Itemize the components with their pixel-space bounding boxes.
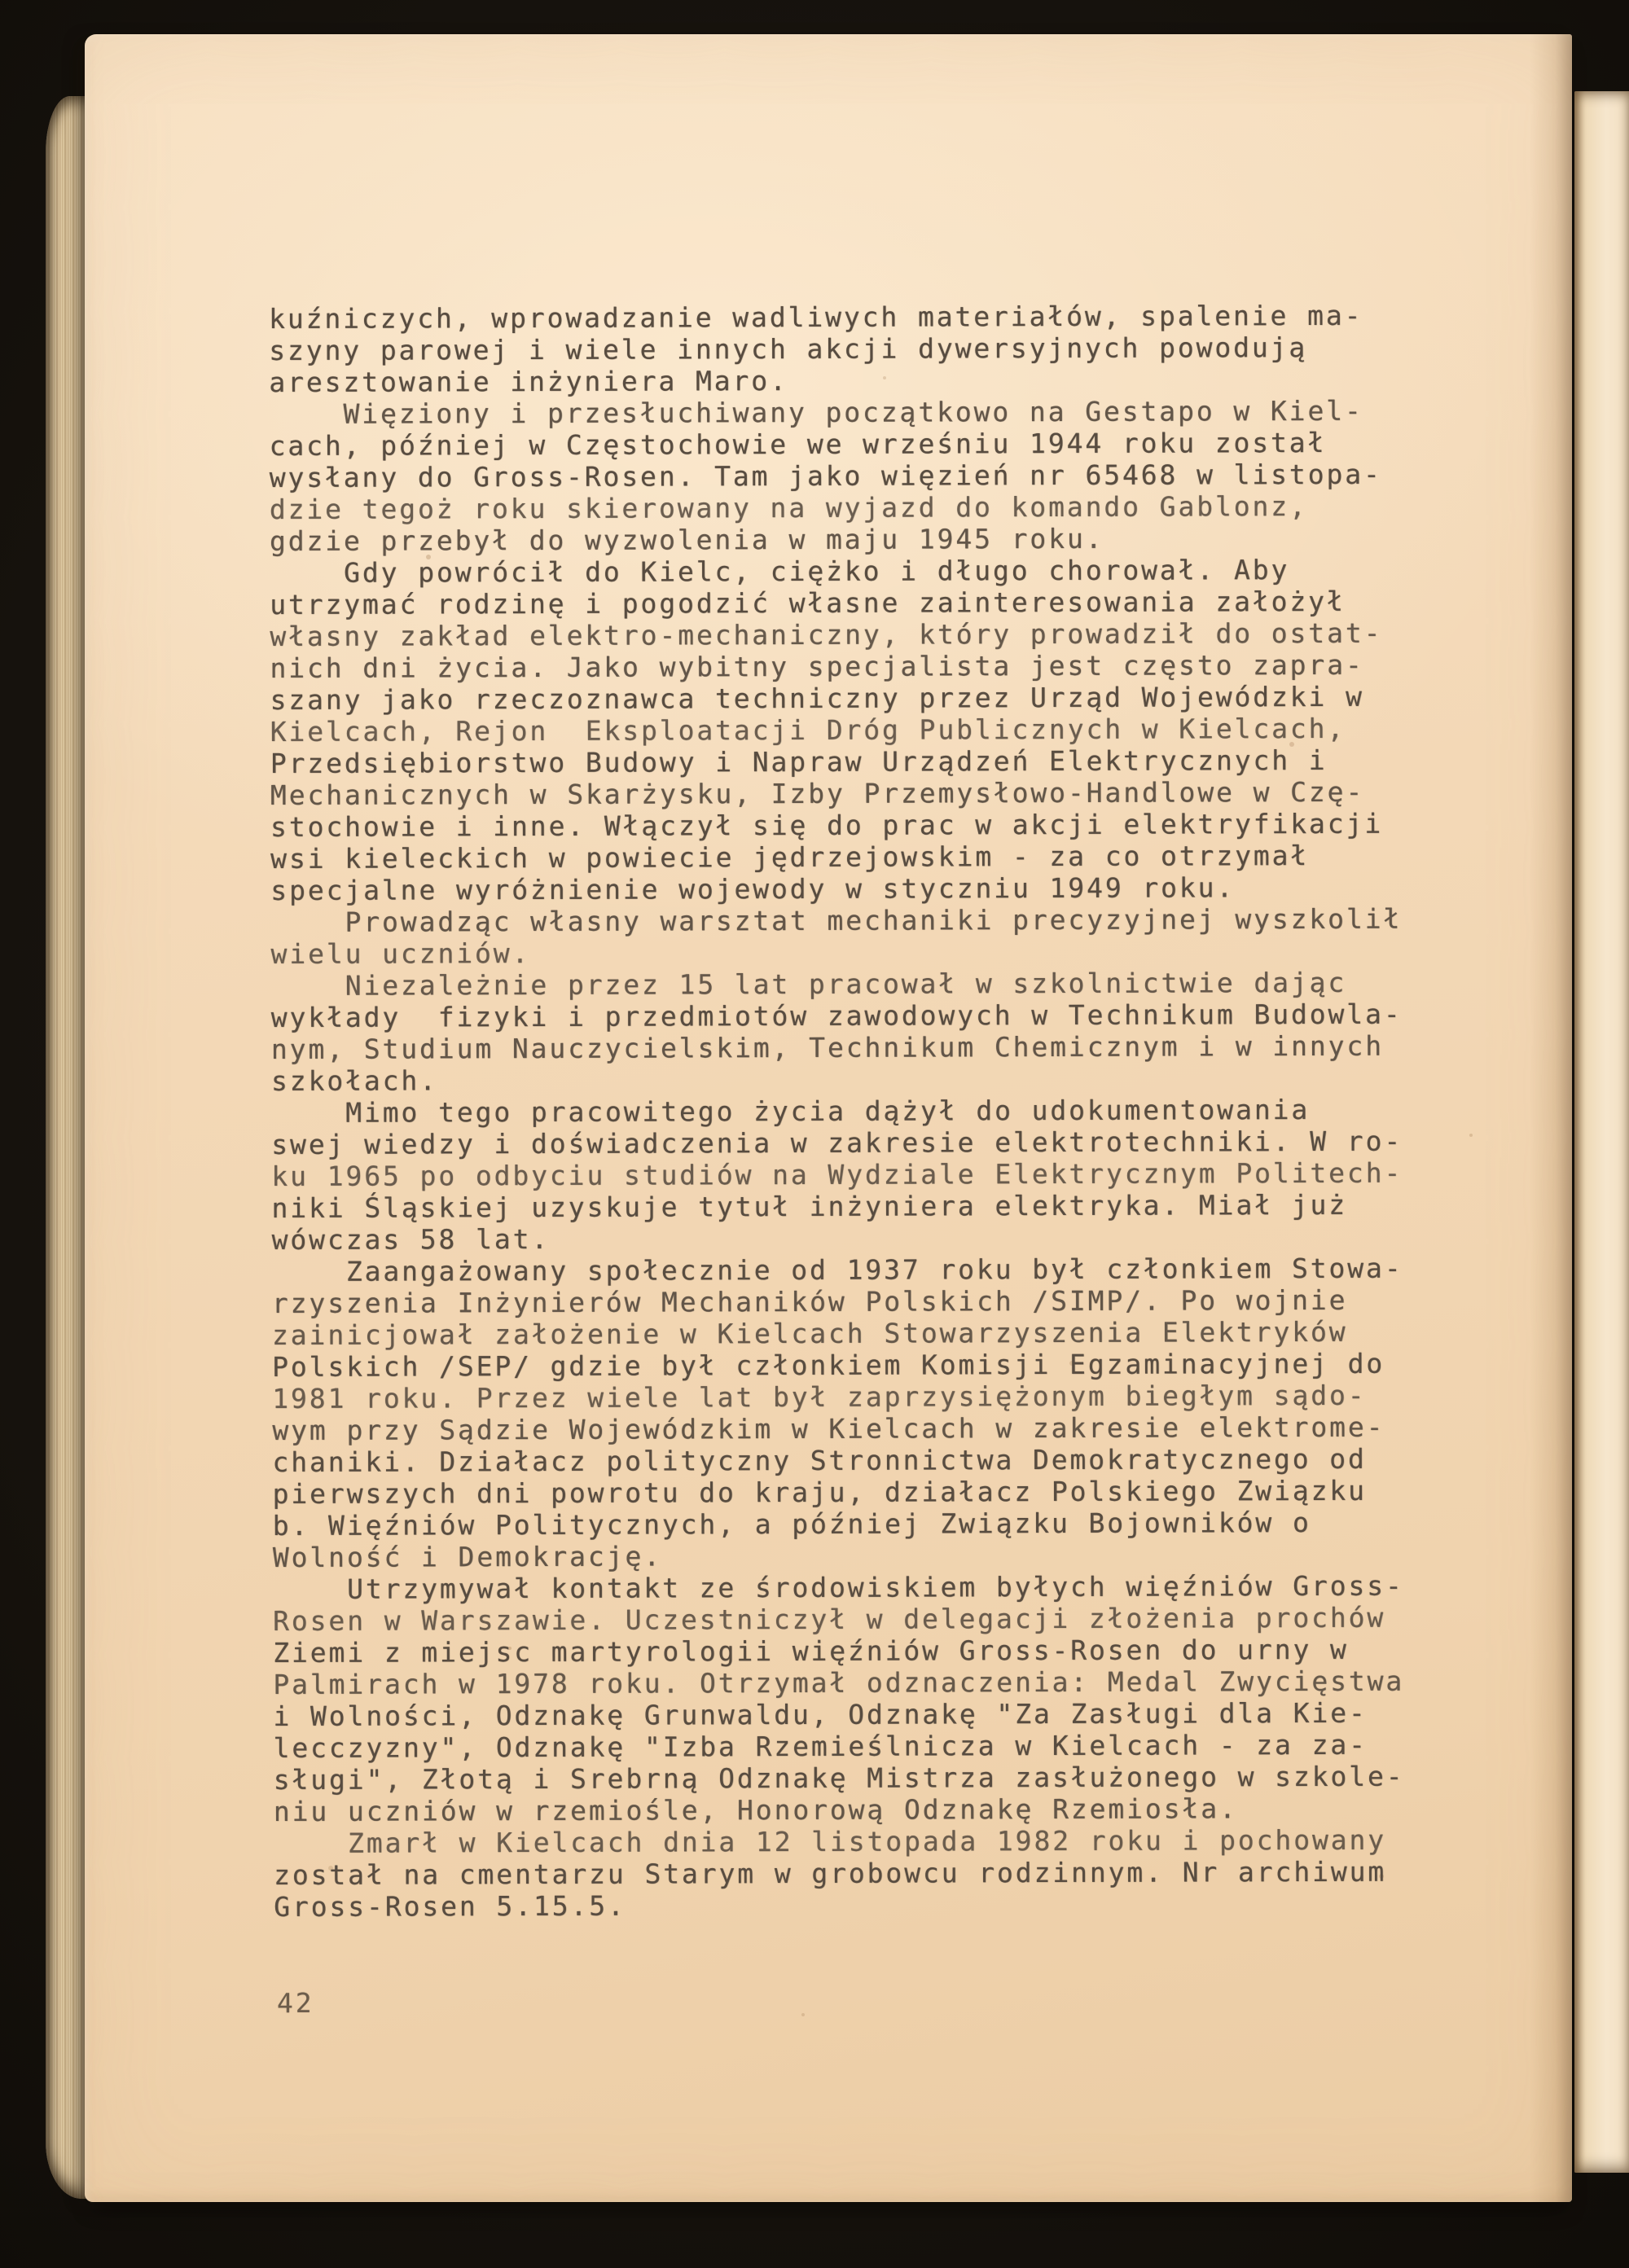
text-line: 1981 roku. Przez wiele lat był zaprzysiężonym biegłym sądo- <box>272 1379 1367 1415</box>
text-line: pierwszych dni powrotu do kraju, działacz Polskiego Związku <box>272 1474 1367 1510</box>
text-line: cach, później w Częstochowie we wrześniu 1944 roku został <box>269 426 1327 462</box>
text-line: i Wolności, Odznakę Grunwaldu, Odznakę "Za Zasługi dla Kie- <box>273 1696 1368 1732</box>
text-line: własny zakład elektro-mechaniczny, który prowadził do ostat- <box>270 616 1383 652</box>
text-line: Polskich /SEP/ gdzie był członkiem Komisji Egzaminacyjnej do <box>272 1347 1385 1383</box>
text-line: nym, Studium Nauczycielskim, Technikum Chemicznym i w innych <box>270 1029 1384 1065</box>
scanned-page <box>85 34 1572 2202</box>
text-line: wykłady fizyki i przedmiotów zawodowych w Technikum Budowla- <box>270 998 1403 1033</box>
text-line: utrzymać rodzinę i pogodzić własne zainteresowania założył <box>270 585 1346 621</box>
paper-specks <box>85 34 88 37</box>
facing-page-edge <box>1574 91 1629 2173</box>
text-line: stochowie i inne. Włączył się do prac w akcji elektryfikacji <box>270 807 1384 843</box>
text-line: Utrzymywał kontakt ze środowiskiem byłych więźniów Gross- <box>272 1569 1404 1605</box>
text-line: Więziony i przesłuchiwany początkowo na Gestapo w Kiel- <box>269 394 1363 430</box>
text-line: Gross-Rosen 5.15.5. <box>274 1889 626 1923</box>
text-line: niki Śląskiej uzyskuje tytuł inżyniera elektryka. Miał już <box>271 1188 1348 1224</box>
page-number: 42 <box>277 1987 314 2019</box>
text-line: wysłany do Gross-Rosen. Tam jako więzień nr 65468 w listopa- <box>269 458 1382 494</box>
text-line: niu uczniów w rzemiośle, Honorową Odznakę Rzemiosła. <box>273 1792 1238 1827</box>
text-line: szany jako rzeczoznawca techniczny przez Urząd Wojewódzki w <box>270 680 1364 716</box>
text-line: Rosen w Warszawie. Uczestniczył w delegacji złożenia prochów <box>273 1601 1386 1637</box>
text-line: wym przy Sądzie Wojewódzkim w Kielcach w zakresie elektrome- <box>272 1410 1385 1446</box>
text-line: Niezależnie przez 15 lat pracował w szkolnictwie dając <box>270 966 1347 1002</box>
text-line: specjalne wyróżnienie wojewody w styczniu 1949 roku. <box>270 871 1236 906</box>
text-line: dzie tegoż roku skierowany na wyjazd do komando Gablonz, <box>269 489 1308 525</box>
text-line: rzyszenia Inżynierów Mechaników Polskich /SIMP/. Po wojnie <box>271 1283 1348 1319</box>
text-line: zainicjował założenie w Kielcach Stowarzyszenia Elektryków <box>271 1315 1348 1351</box>
text-line: Zaangażowany społecznie od 1937 roku był członkiem Stowa- <box>271 1252 1403 1288</box>
text-line: Palmirach w 1978 roku. Otrzymał odznaczenia: Medal Zwycięstwa <box>273 1665 1405 1700</box>
text-line: kuźniczych, wprowadzanie wadliwych materiałów, spalenie ma- <box>269 299 1363 335</box>
text-line: wsi kieleckich w powiecie jędrzejowskim - za co otrzymał <box>270 839 1310 875</box>
text-line: chaniki. Działacz polityczny Stronnictwa Demokratycznego od <box>272 1442 1367 1478</box>
text-line: Gdy powrócił do Kielc, ciężko i długo chorował. Aby <box>269 554 1290 589</box>
text-line: Ziemi z miejsc martyrologii więźniów Gross-Rosen do urny w <box>273 1633 1349 1669</box>
text-line: aresztowanie inżyniera Maro. <box>269 364 788 398</box>
text-line: Mechanicznych w Skarżysku, Izby Przemysłowo-Handlowe w Czę- <box>270 775 1365 811</box>
typewritten-text-block <box>269 300 1430 1923</box>
text-line: Zmarł w Kielcach dnia 12 listopada 1982 roku i pochowany <box>273 1823 1387 1859</box>
text-line: sługi", Złotą i Srebrną Odznakę Mistrza zasłużonego w szkole- <box>273 1760 1405 1796</box>
text-line: Mimo tego pracowitego życia dążył do udokumentowania <box>271 1093 1311 1129</box>
text-line: lecczyzny", Odznakę "Izba Rzemieślnicza w Kielcach - za za- <box>273 1728 1368 1764</box>
text-line: szyny parowej i wiele innych akcji dywersyjnych powodują <box>269 331 1308 366</box>
text-line: b. Więźniów Politycznych, a później Związku Bojowników o <box>272 1506 1311 1542</box>
text-line: Kielcach, Rejon Eksploatacji Dróg Publicznych w Kielcach, <box>270 712 1346 748</box>
text-line: wielu uczniów. <box>270 937 531 970</box>
text-line: Prowadząc własny warsztat mechaniki precyzyjnej wyszkolił <box>270 902 1403 938</box>
text-line: ku 1965 po odbyciu studiów na Wydziale Elektrycznym Politech- <box>271 1156 1403 1192</box>
text-line: wówczas 58 lat. <box>271 1222 551 1256</box>
text-line: nich dni życia. Jako wybitny specjalista jest często zapra- <box>270 648 1364 684</box>
text-line: Przedsiębiorstwo Budowy i Napraw Urządzeń Elektrycznych i <box>270 744 1328 779</box>
text-line: gdzie przebył do wyzwolenia w maju 1945 roku. <box>269 522 1104 557</box>
text-line: Wolność i Demokrację. <box>272 1540 663 1573</box>
text-line: swej wiedzy i doświadczenia w zakresie elektrotechniki. W ro- <box>271 1125 1403 1160</box>
text-line: szkołach. <box>270 1064 438 1097</box>
text-line: został na cmentarzu Starym w grobowcu rodzinnym. Nr archiwum <box>274 1855 1387 1891</box>
